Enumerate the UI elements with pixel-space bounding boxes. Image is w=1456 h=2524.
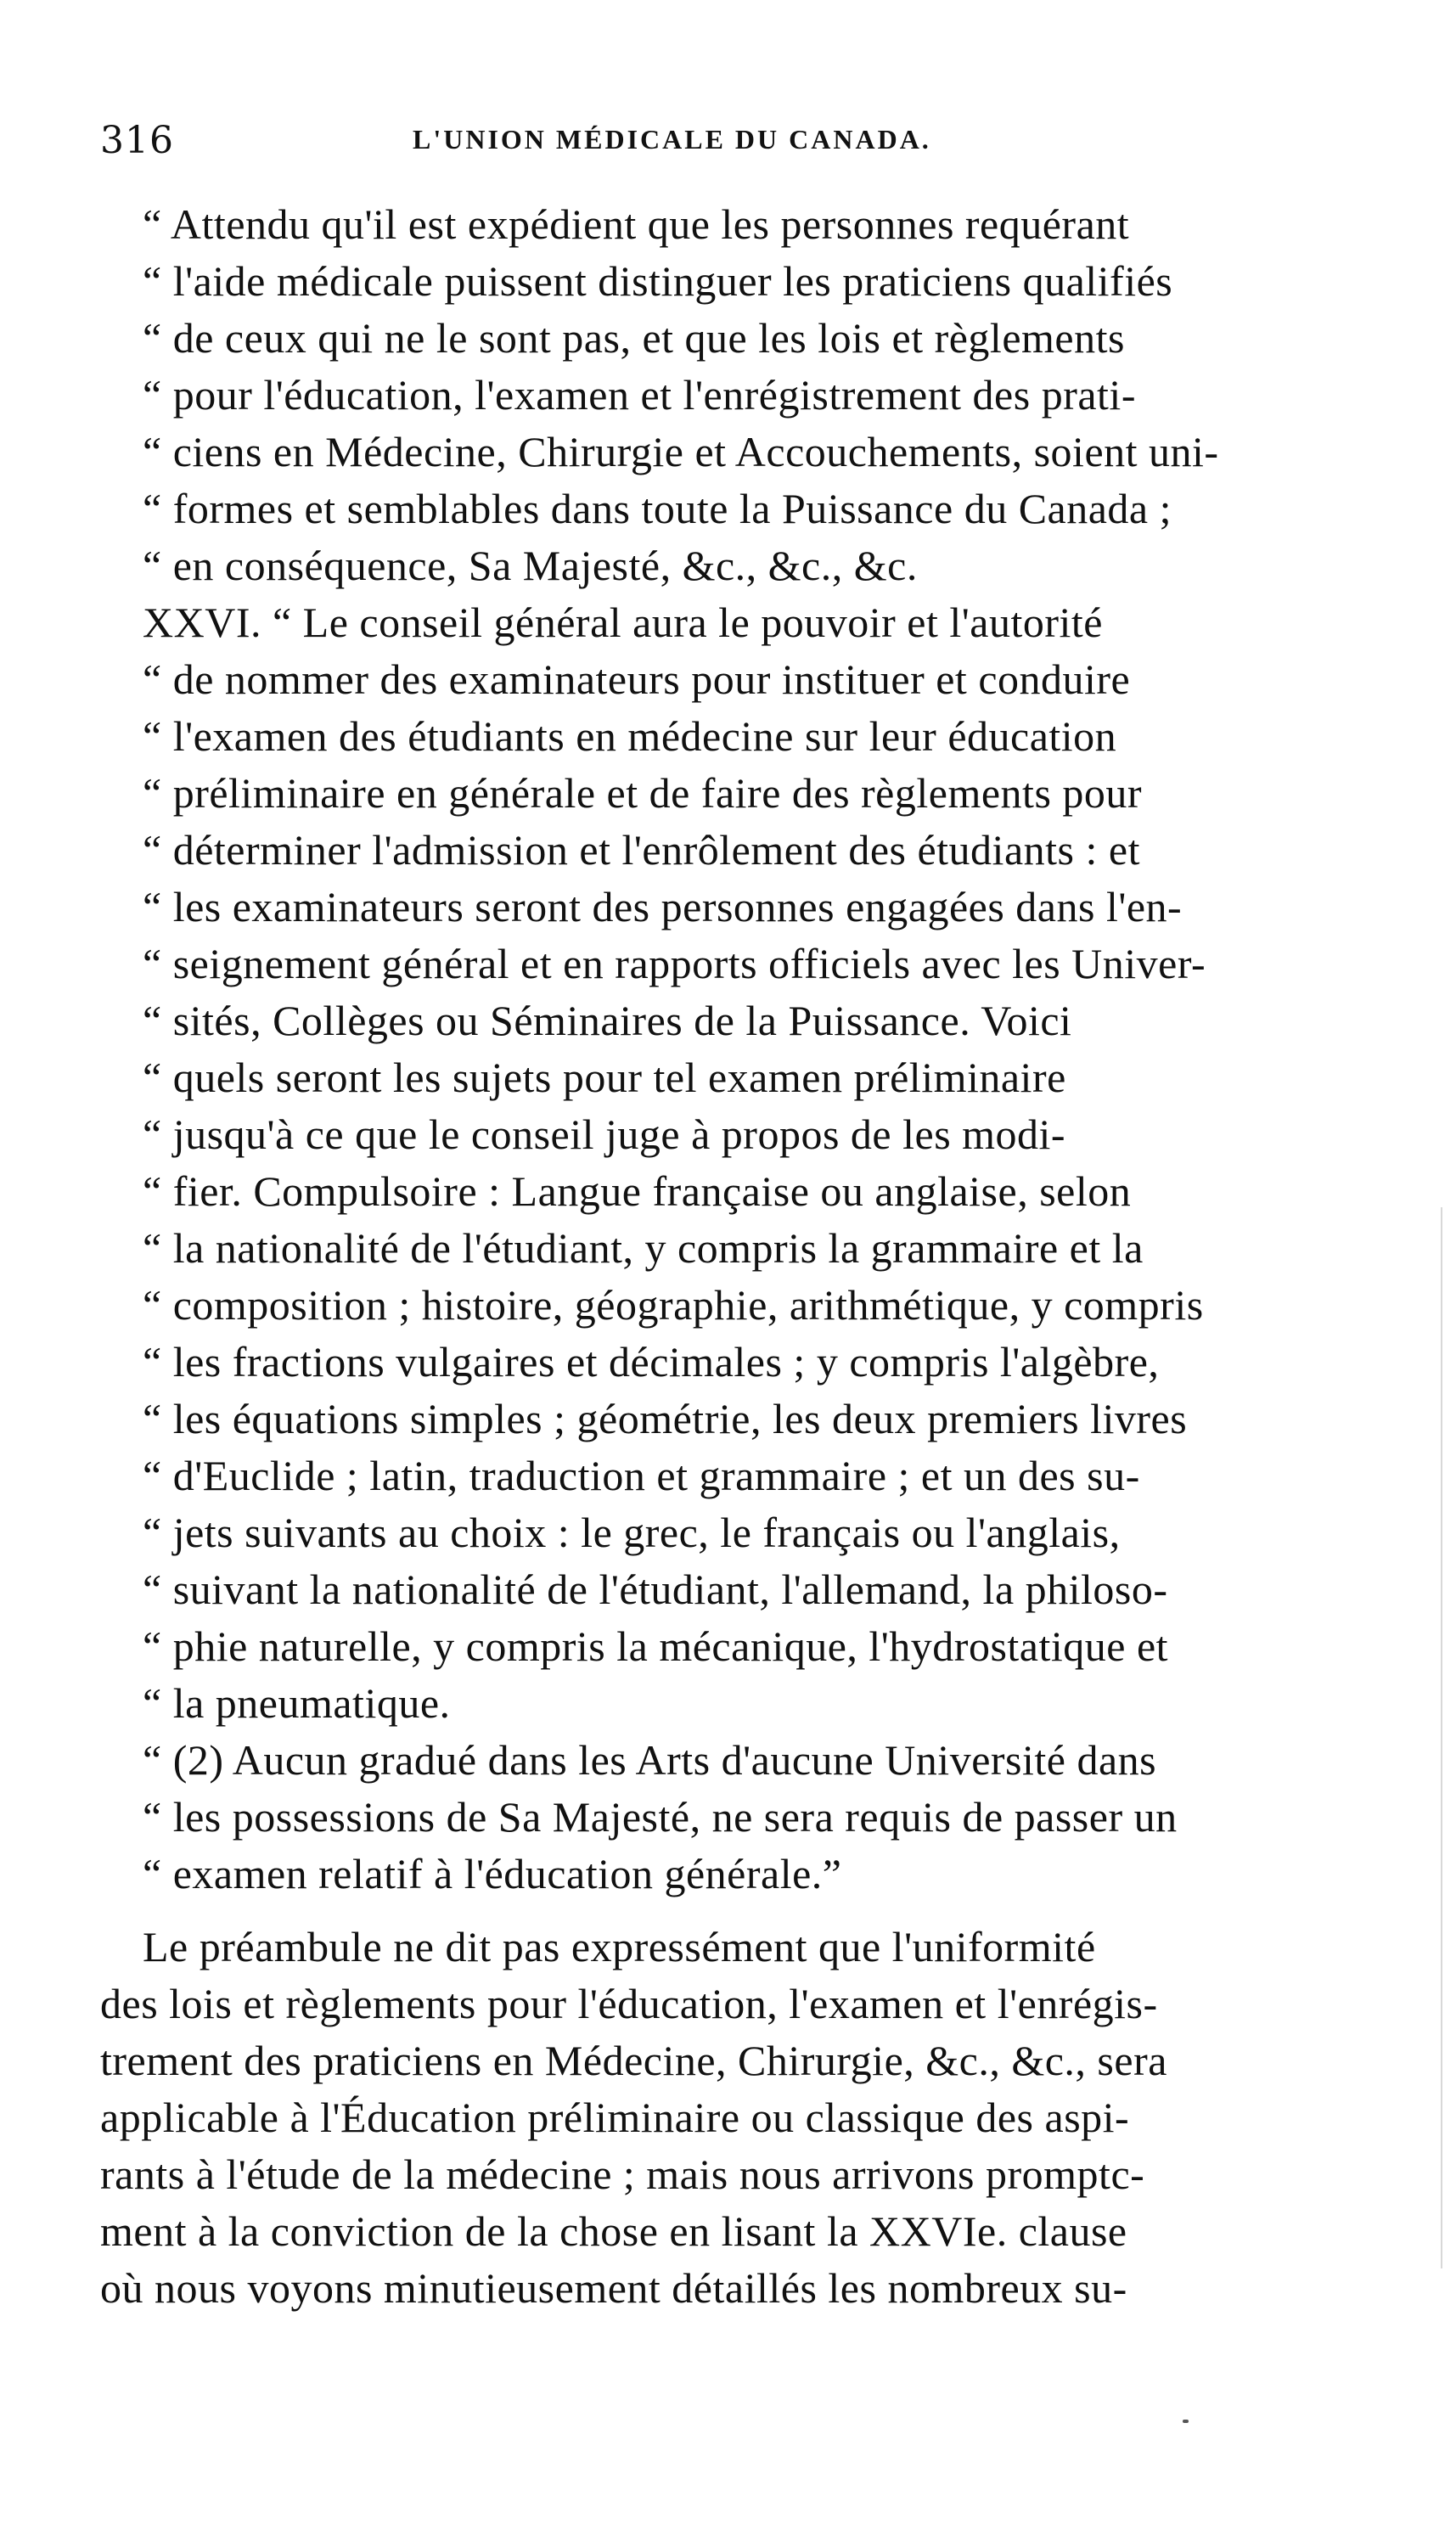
text-line: “ l'aide médicale puissent distinguer les praticiens qualifiés bbox=[143, 257, 1173, 305]
text-line: ment à la conviction de la chose en lisant la XXVIe. clause bbox=[100, 2207, 1127, 2255]
text-line: “ jusqu'à ce que le conseil juge à propos de les modi- bbox=[143, 1110, 1066, 1158]
text-line: “ seignement général et en rapports officiels avec les Univer- bbox=[143, 940, 1206, 987]
text-line: “ l'examen des étudiants en médecine sur leur éducation bbox=[143, 712, 1117, 760]
text-line: “ déterminer l'admission et l'enrôlement des étudiants : et bbox=[143, 826, 1140, 874]
text-line: “ sités, Collèges ou Séminaires de la Puissance. Voici bbox=[143, 997, 1072, 1044]
text-line: “ de ceux qui ne le sont pas, et que les lois et règlements bbox=[143, 314, 1125, 362]
text-line: “ les possessions de Sa Majesté, ne sera requis de passer un bbox=[143, 1793, 1178, 1841]
text-line: applicable à l'Éducation préliminaire ou classique des aspi- bbox=[100, 2094, 1130, 2141]
text-line: où nous voyons minutieusement détaillés les nombreux su- bbox=[100, 2264, 1127, 2312]
text-line: “ quels seront les sujets pour tel examen préliminaire bbox=[143, 1054, 1066, 1101]
scan-edge-divider bbox=[1441, 1207, 1442, 2268]
text-line: “ fier. Compulsoire : Langue française ou anglaise, selon bbox=[143, 1167, 1132, 1215]
text-line: “ jets suivants au choix : le grec, le français ou l'anglais, bbox=[143, 1509, 1121, 1556]
text-line: “ formes et semblables dans toute la Puissance du Canada ; bbox=[143, 485, 1172, 532]
text-line: “ les équations simples ; géométrie, les deux premiers livres bbox=[143, 1395, 1188, 1442]
text-line: XXVI. “ Le conseil général aura le pouvoir et l'autorité bbox=[143, 599, 1104, 646]
text-line: “ de nommer des examinateurs pour instituer et conduire bbox=[143, 655, 1131, 703]
ink-speck bbox=[1183, 2420, 1189, 2423]
text-line: rants à l'étude de la médecine ; mais nous arrivons promptc- bbox=[100, 2150, 1145, 2198]
text-line: “ les examinateurs seront des personnes engagées dans l'en- bbox=[143, 883, 1183, 930]
page-number: 316 bbox=[100, 119, 174, 162]
text-line: “ pour l'éducation, l'examen et l'enrégistrement des prati- bbox=[143, 371, 1136, 419]
running-title: L'UNION MÉDICALE DU CANADA. bbox=[413, 124, 931, 155]
text-line: “ Attendu qu'il est expédient que les personnes requérant bbox=[143, 200, 1130, 248]
text-line: “ (2) Aucun gradué dans les Arts d'aucune Université dans bbox=[143, 1736, 1157, 1784]
text-line: “ ciens en Médecine, Chirurgie et Accouchements, soient uni- bbox=[143, 428, 1219, 475]
text-line: “ la pneumatique. bbox=[143, 1679, 451, 1727]
text-line: “ composition ; histoire, géographie, arithmétique, y compris bbox=[143, 1281, 1204, 1329]
text-line: “ en conséquence, Sa Majesté, &c., &c., &c. bbox=[143, 542, 918, 589]
text-line: “ phie naturelle, y compris la mécanique, l'hydrostatique et bbox=[143, 1622, 1169, 1670]
text-line: “ préliminaire en générale et de faire des règlements pour bbox=[143, 769, 1143, 817]
text-line: Le préambule ne dit pas expressément que l'uniformité bbox=[143, 1923, 1096, 1970]
text-line: “ la nationalité de l'étudiant, y compris la grammaire et la bbox=[143, 1224, 1144, 1272]
text-line: “ suivant la nationalité de l'étudiant, l'allemand, la philoso- bbox=[143, 1566, 1168, 1613]
text-line: “ examen relatif à l'éducation générale.” bbox=[143, 1850, 842, 1897]
text-line: des lois et règlements pour l'éducation, l'examen et l'enrégis- bbox=[100, 1980, 1158, 2027]
text-line: trement des praticiens en Médecine, Chirurgie, &c., &c., sera bbox=[100, 2037, 1167, 2084]
text-line: “ d'Euclide ; latin, traduction et grammaire ; et un des su- bbox=[143, 1452, 1140, 1499]
page-header bbox=[100, 119, 1365, 170]
text-line: “ les fractions vulgaires et décimales ; y compris l'algèbre, bbox=[143, 1338, 1160, 1386]
